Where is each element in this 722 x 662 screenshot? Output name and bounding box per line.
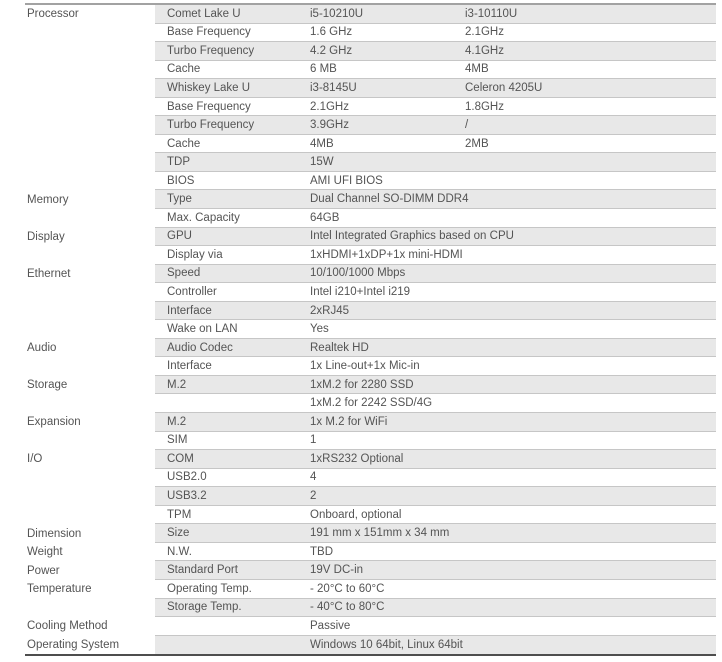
spec-item-label: TPM — [167, 508, 192, 521]
table-row — [25, 320, 716, 339]
table-row — [25, 265, 716, 284]
table-row — [25, 413, 716, 432]
spec-row-content — [155, 79, 716, 98]
spec-value-primary: Realtek HD — [310, 341, 369, 354]
spec-value-primary: 1x M.2 for WiFi — [310, 415, 388, 428]
table-row — [25, 617, 716, 636]
spec-value-primary: Passive — [310, 619, 351, 632]
spec-value-secondary: i3-10110U — [465, 7, 518, 20]
spec-row-content — [155, 413, 716, 432]
category-label — [25, 599, 155, 618]
spec-value-primary: 1xM.2 for 2242 SSD/4G — [310, 397, 433, 410]
spec-value-primary: i3-8145U — [310, 81, 357, 94]
spec-value-primary: i5-10210U — [310, 7, 364, 20]
table-row — [25, 42, 716, 61]
spec-row-content — [155, 636, 716, 655]
table-row — [25, 302, 716, 321]
spec-value-primary: AMI UFI BIOS — [310, 174, 383, 187]
table-row — [25, 116, 716, 135]
spec-row-content — [155, 599, 716, 618]
spec-value-primary: 4MB — [310, 137, 334, 150]
spec-item-label: Standard Port — [167, 564, 238, 577]
category-label: Cooling Method — [27, 620, 108, 633]
category-label — [25, 24, 155, 43]
spec-item-label — [155, 636, 310, 655]
spec-row-content — [155, 357, 716, 376]
table-row — [25, 209, 716, 228]
spec-value-primary: TBD — [310, 545, 333, 558]
spec-row-content — [155, 24, 716, 43]
table-row — [25, 24, 716, 43]
spec-value-primary: Yes — [310, 323, 329, 336]
spec-row-content — [155, 283, 716, 302]
category-label — [25, 394, 155, 413]
table-row — [25, 506, 716, 525]
spec-row-content — [155, 561, 716, 580]
category-label — [25, 246, 155, 265]
spec-value-secondary: 4.1GHz — [465, 44, 504, 57]
spec-row-content — [155, 135, 716, 154]
category-label: Weight — [27, 546, 63, 559]
table-row — [25, 283, 716, 302]
spec-item-label: Turbo Frequency — [167, 119, 255, 132]
spec-row-content — [155, 209, 716, 228]
spec-item-label: Audio Codec — [167, 341, 233, 354]
table-row — [25, 561, 716, 580]
spec-value-primary: Dual Channel SO-DIMM DDR4 — [310, 193, 469, 206]
spec-item-label: Base Frequency — [167, 100, 251, 113]
category-label: Audio — [27, 342, 57, 355]
spec-value-primary: 2xRJ45 — [310, 304, 349, 317]
spec-item-label: Base Frequency — [167, 26, 251, 39]
spec-value-primary: - 40°C to 80°C — [310, 601, 385, 614]
category-label — [25, 283, 155, 302]
category-label: Storage — [27, 379, 68, 392]
spec-row-content — [155, 190, 716, 209]
category-label — [25, 116, 155, 135]
spec-item-label: Cache — [167, 137, 201, 150]
spec-row-content — [155, 524, 716, 543]
table-row — [25, 487, 716, 506]
category-label — [25, 320, 155, 339]
table-row — [25, 5, 716, 24]
spec-value-primary: 2.1GHz — [310, 100, 349, 113]
spec-value-secondary: 1.8GHz — [465, 100, 504, 113]
spec-row-content — [155, 246, 716, 265]
spec-item-label: Max. Capacity — [167, 211, 240, 224]
spec-item-label: Interface — [167, 360, 212, 373]
spec-row-content — [155, 432, 716, 451]
table-row — [25, 636, 716, 655]
spec-row-content — [155, 376, 716, 395]
spec-row-content — [155, 61, 716, 80]
spec-item-label: Controller — [167, 285, 217, 298]
spec-value-secondary: / — [465, 119, 469, 132]
spec-item-label: Display via — [167, 248, 223, 261]
category-label — [25, 209, 155, 228]
spec-item-label: COM — [167, 452, 194, 465]
spec-row-content — [155, 339, 716, 358]
table-row — [25, 450, 716, 469]
table-row — [25, 339, 716, 358]
table-row — [25, 246, 716, 265]
spec-value-primary: Windows 10 64bit, Linux 64bit — [310, 638, 463, 651]
spec-value-primary: 1xM.2 for 2280 SSD — [310, 378, 414, 391]
table-row — [25, 79, 716, 98]
category-label — [25, 357, 155, 376]
spec-row-content — [155, 302, 716, 321]
spec-item-label: BIOS — [167, 174, 195, 187]
spec-value-secondary: 2.1GHz — [465, 26, 504, 39]
spec-item-label: Size — [167, 527, 190, 540]
spec-item-label: M.2 — [167, 415, 187, 428]
table-row — [25, 543, 716, 562]
category-label: Temperature — [27, 583, 92, 596]
spec-item-label: TDP — [167, 156, 190, 169]
spec-value-primary: 4 — [310, 471, 317, 484]
spec-row-content — [155, 543, 716, 562]
table-row — [25, 580, 716, 599]
spec-item-label: Operating Temp. — [167, 582, 252, 595]
spec-value-primary: 64GB — [310, 211, 340, 224]
category-label — [25, 42, 155, 61]
spec-value-primary: Intel Integrated Graphics based on CPU — [310, 230, 514, 243]
spec-item-label: Turbo Frequency — [167, 44, 255, 57]
table-row — [25, 357, 716, 376]
table-row — [25, 432, 716, 451]
category-label: I/O — [27, 453, 43, 466]
spec-item-label: USB2.0 — [167, 471, 207, 484]
table-row — [25, 61, 716, 80]
table-row — [25, 599, 716, 618]
spec-value-primary: 4.2 GHz — [310, 44, 353, 57]
table-row — [25, 524, 716, 543]
spec-row-content — [155, 320, 716, 339]
spec-value-primary: Onboard, optional — [310, 508, 402, 521]
spec-row-content — [155, 487, 716, 506]
category-label: Power — [27, 564, 60, 577]
spec-table — [25, 3, 716, 656]
spec-row-content — [155, 265, 716, 284]
table-row — [25, 98, 716, 117]
table-row — [25, 135, 716, 154]
spec-row-content — [155, 617, 716, 636]
spec-row-content — [155, 450, 716, 469]
spec-value-primary: 1x Line-out+1x Mic-in — [310, 360, 420, 373]
spec-item-label — [155, 394, 310, 412]
spec-value-primary: 1 — [310, 434, 317, 447]
spec-value-secondary: 4MB — [465, 63, 489, 76]
spec-row-content — [155, 228, 716, 247]
table-row — [25, 172, 716, 191]
category-label — [25, 487, 155, 506]
table-row — [25, 376, 716, 395]
category-label — [25, 79, 155, 98]
spec-item-label: N.W. — [167, 545, 192, 558]
spec-value-primary: - 20°C to 60°C — [310, 582, 385, 595]
spec-item-label: Type — [167, 193, 192, 206]
spec-item-label: GPU — [167, 230, 192, 243]
spec-row-content — [155, 172, 716, 191]
spec-item-label: Comet Lake U — [167, 7, 241, 20]
category-label: Ethernet — [27, 267, 71, 280]
spec-value-primary: 1xRS232 Optional — [310, 452, 404, 465]
table-row — [25, 394, 716, 413]
spec-item-label: M.2 — [167, 378, 187, 391]
spec-item-label: Storage Temp. — [167, 601, 242, 614]
category-label — [25, 469, 155, 488]
spec-value-primary: 191 mm x 151mm x 34 mm — [310, 527, 450, 540]
category-label — [25, 432, 155, 451]
category-label: Processor — [27, 8, 79, 21]
spec-value-primary: 15W — [310, 156, 334, 169]
spec-value-primary: 6 MB — [310, 63, 337, 76]
spec-value-primary: 1.6 GHz — [310, 26, 353, 39]
category-label — [25, 61, 155, 80]
category-label — [25, 506, 155, 525]
category-label: Display — [27, 230, 65, 243]
spec-row-content — [155, 98, 716, 117]
spec-value-secondary: Celeron 4205U — [465, 81, 543, 94]
spec-value-primary: 2 — [310, 489, 317, 502]
spec-value-primary: Intel i210+Intel i219 — [310, 285, 411, 298]
category-label — [25, 302, 155, 321]
spec-value-primary: 3.9GHz — [310, 119, 349, 132]
spec-value-primary: 10/100/1000 Mbps — [310, 267, 406, 280]
spec-item-label: USB3.2 — [167, 489, 207, 502]
spec-row-content — [155, 153, 716, 172]
spec-row-content — [155, 42, 716, 61]
spec-item-label: Whiskey Lake U — [167, 81, 251, 94]
spec-row-content — [155, 506, 716, 525]
spec-value-primary: 19V DC-in — [310, 564, 364, 577]
spec-item-label: Cache — [167, 63, 201, 76]
category-label: Expansion — [27, 416, 81, 429]
category-label: Memory — [27, 193, 69, 206]
spec-row-content — [155, 580, 716, 599]
spec-row-content — [155, 5, 716, 24]
category-label: Operating System — [27, 638, 120, 651]
spec-row-content — [155, 469, 716, 488]
category-label — [25, 98, 155, 117]
spec-item-label: Speed — [167, 267, 201, 280]
spec-item-label: SIM — [167, 434, 188, 447]
table-row — [25, 190, 716, 209]
spec-item-label — [155, 617, 310, 635]
category-label — [25, 153, 155, 172]
spec-item-label: Interface — [167, 304, 212, 317]
spec-value-primary: 1xHDMI+1xDP+1x mini-HDMI — [310, 248, 463, 261]
table-row — [25, 228, 716, 247]
table-row — [25, 469, 716, 488]
spec-row-content — [155, 116, 716, 135]
category-label: Dimension — [27, 527, 82, 540]
spec-row-content — [155, 394, 716, 413]
spec-item-label: Wake on LAN — [167, 323, 238, 336]
spec-value-secondary: 2MB — [465, 137, 489, 150]
category-label — [25, 172, 155, 191]
table-row — [25, 153, 716, 172]
category-label — [25, 135, 155, 154]
